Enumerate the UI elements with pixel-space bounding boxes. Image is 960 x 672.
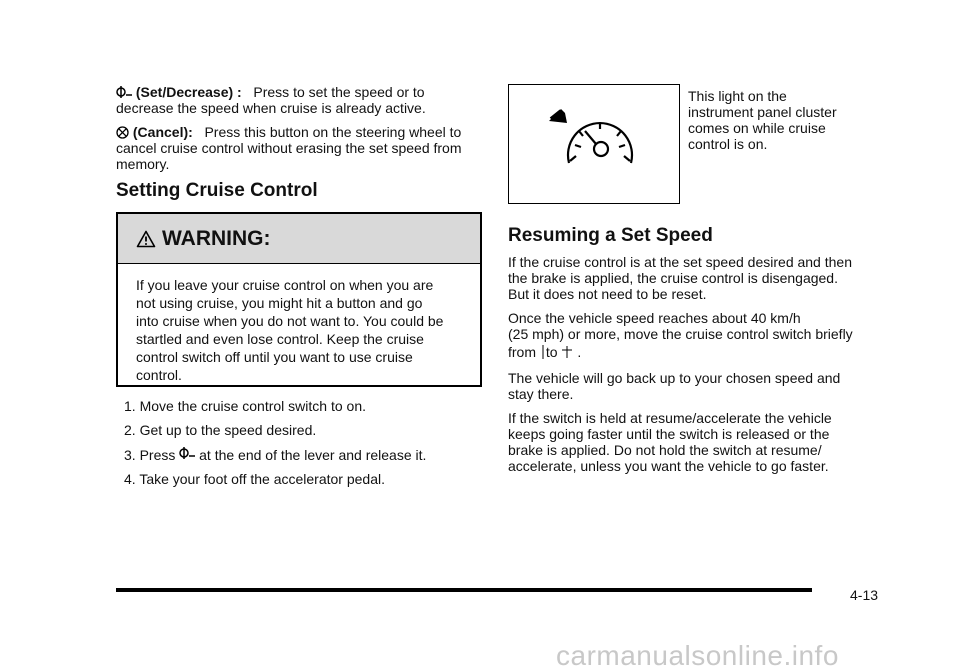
- warning-triangle-icon: [136, 230, 156, 248]
- warning-line: into cruise when you do not want to. You could be: [136, 313, 444, 329]
- step-item-3: [124, 446, 484, 463]
- setting-cruise-heading: Setting Cruise Control: [116, 180, 318, 201]
- step-3-suffix: at the end of the lever and release it.: [199, 447, 427, 463]
- warning-line: If you leave your cruise control on when you are: [136, 277, 434, 293]
- text-line: Once the vehicle speed reaches about 40 km/h: [508, 310, 801, 326]
- warning-body: [118, 264, 480, 384]
- set-decrease-icon: [179, 446, 195, 462]
- set-decrease-icon: [116, 85, 132, 99]
- warning-box: [116, 212, 482, 387]
- text-line: accelerate, unless you want the vehicle to go faster.: [508, 458, 829, 474]
- text-line: (25 mph) or more, move the cruise control switch briefly: [508, 326, 853, 342]
- text-line: If the cruise control is at the set speed desired and then: [508, 254, 852, 270]
- resume-accelerate-icon: [561, 345, 573, 359]
- caption-line: instrument panel cluster: [688, 104, 837, 120]
- warning-line: startled and even lose control. Keep the cruise: [136, 331, 424, 347]
- text-line: keeps going faster until the switch is released or the: [508, 426, 830, 442]
- period: .: [577, 344, 582, 360]
- page-number: 4-13: [850, 587, 879, 603]
- cancel-label: (Cancel):: [132, 124, 193, 140]
- to-word: to: [545, 344, 558, 360]
- resuming-speed-heading: Resuming a Set Speed: [508, 225, 713, 246]
- cancel-text-3: memory.: [116, 156, 170, 172]
- warning-header: [118, 214, 480, 264]
- cruise-control-indicator-icon: [509, 85, 679, 203]
- from-word: from: [508, 344, 536, 360]
- set-decrease-text-2: decrease the speed when cruise is already active.: [116, 100, 426, 116]
- warning-line: control switch off until you want to use cruise: [136, 349, 413, 365]
- step-3-prefix: 3. Press: [124, 447, 176, 463]
- watermark: carmanualsonline.info: [556, 640, 839, 671]
- text-line: stay there.: [508, 386, 574, 402]
- text-line: The vehicle will go back up to your chosen speed and: [508, 370, 841, 386]
- steps-list: [124, 398, 484, 495]
- warning-title: WARNING:: [162, 226, 271, 250]
- cancel-text-1: Press this button on the steering wheel to: [204, 124, 462, 140]
- cancel-icon: [116, 126, 129, 139]
- caption-line: comes on while cruise: [688, 120, 826, 136]
- warning-line: control.: [136, 367, 182, 383]
- caption-line: This light on the: [688, 88, 787, 104]
- set-decrease-label: (Set/Decrease) :: [135, 84, 242, 100]
- text-line: But it does not need to be reset.: [508, 286, 707, 302]
- text-line: brake is applied. Do not hold the switch at resume/: [508, 442, 822, 458]
- cancel-text-2: cancel cruise control without erasing the set speed from: [116, 140, 462, 156]
- set-decrease-text-1: Press to set the speed or to: [253, 84, 425, 100]
- step-item: 4. Take your foot off the accelerator pedal.: [124, 471, 385, 487]
- text-line: If the switch is held at resume/accelerate the vehicle: [508, 410, 832, 426]
- footer-rule: [116, 588, 812, 592]
- text-line: the brake is applied, the cruise control is disengaged.: [508, 270, 838, 286]
- text-line-from-to: [508, 344, 581, 360]
- warning-line: not using cruise, you might hit a button and go: [136, 295, 423, 311]
- step-item: 2. Get up to the speed desired.: [124, 422, 317, 438]
- cruise-light-figure: [508, 84, 680, 204]
- caption-line: control is on.: [688, 136, 768, 152]
- step-item: 1. Move the cruise control switch to on.: [124, 398, 366, 414]
